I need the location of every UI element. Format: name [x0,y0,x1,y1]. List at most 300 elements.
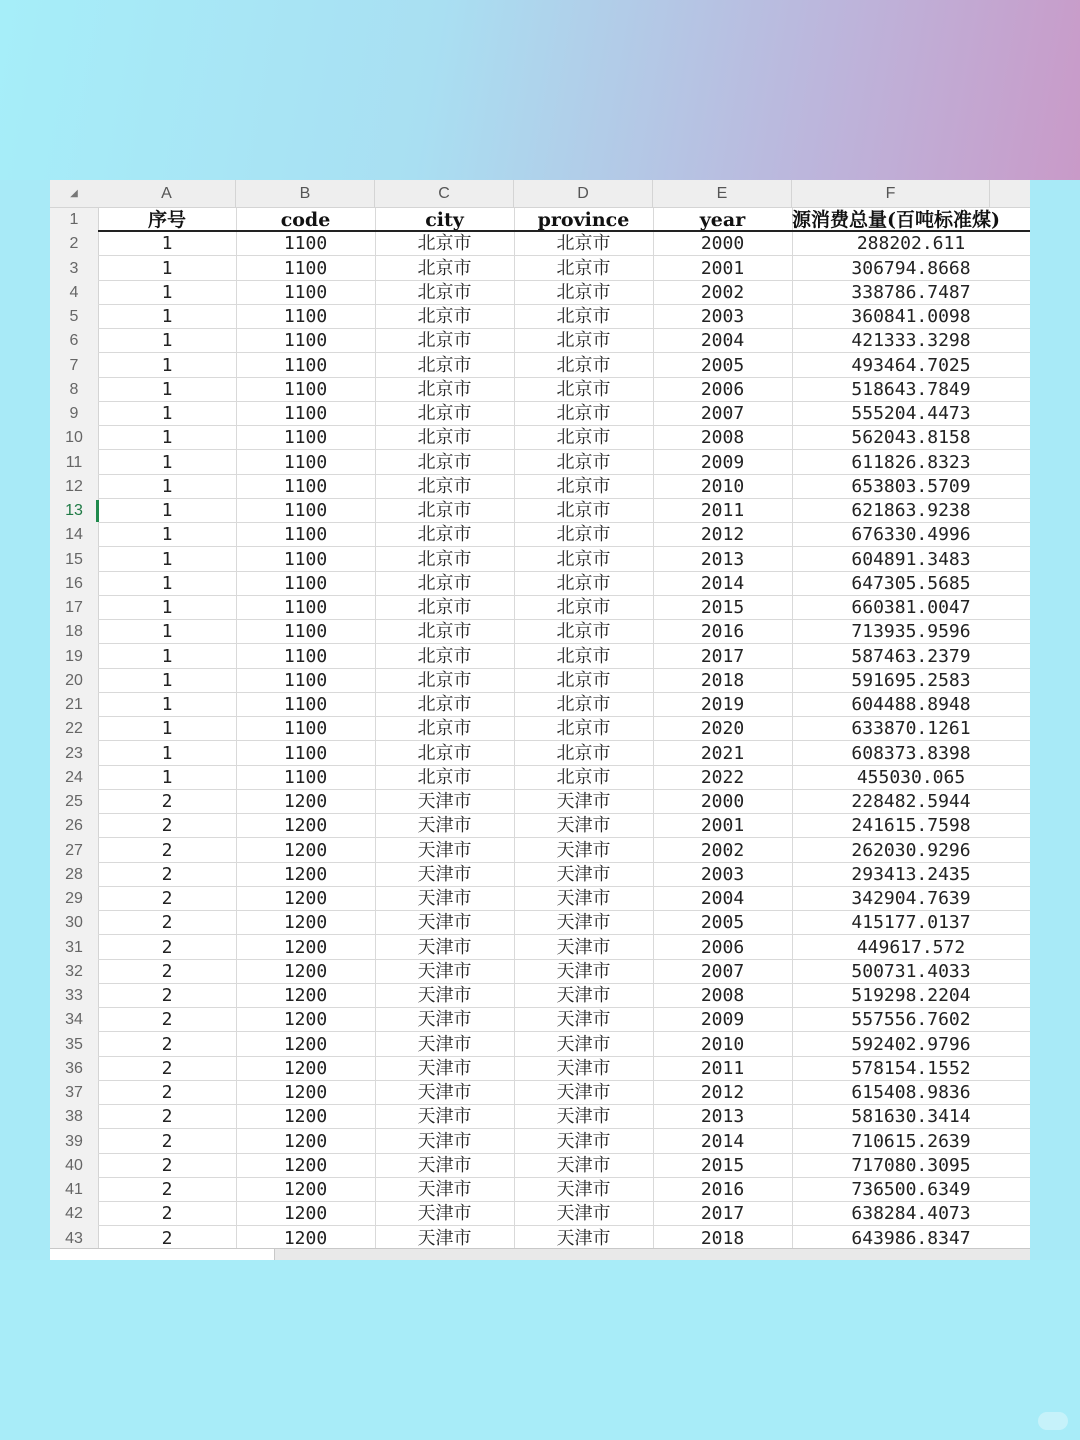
table-cell[interactable]: 北京市 [417,500,472,521]
table-cell[interactable]: 519298.2204 [851,985,971,1006]
table-cell[interactable]: 2014 [700,572,745,594]
table-cell[interactable]: 1200 [283,1179,328,1200]
table-cell[interactable]: 北京市 [556,306,611,327]
table-cell[interactable]: 2013 [700,548,745,570]
table-cell[interactable]: 北京市 [556,597,611,618]
table-cell[interactable]: 北京市 [417,257,472,279]
table-cell[interactable]: 天津市 [556,791,611,812]
table-cell[interactable]: 1 [161,597,173,618]
table-cell[interactable]: 1100 [283,281,328,303]
table-cell[interactable]: 2002 [700,281,745,303]
row-number[interactable]: 1 [69,211,79,228]
table-cell[interactable]: 1200 [283,1009,328,1031]
table-cell[interactable]: 2012 [700,524,745,546]
table-cell[interactable]: 2002 [700,839,745,861]
table-cell[interactable]: 2 [161,1179,173,1200]
row-number[interactable]: 33 [65,987,83,1004]
row-number[interactable]: 8 [69,380,79,398]
table-cell[interactable]: 天津市 [417,1154,472,1176]
table-cell[interactable]: 2019 [700,694,745,715]
table-cell[interactable]: 北京市 [556,766,611,788]
table-cell[interactable]: 天津市 [417,936,472,958]
table-cell[interactable]: 2009 [700,1009,745,1031]
table-cell[interactable]: 北京市 [556,718,611,740]
table-cell[interactable]: 710615.2639 [851,1130,971,1152]
row-number[interactable]: 11 [65,453,83,471]
row-number[interactable]: 22 [65,720,83,738]
table-cell[interactable]: 1 [161,766,173,788]
table-cell[interactable]: 北京市 [556,694,611,715]
table-cell[interactable]: 2010 [700,475,745,497]
table-cell[interactable]: 562043.8158 [851,427,971,449]
table-cell[interactable]: 北京市 [417,621,472,643]
table-cell[interactable]: 天津市 [556,1057,611,1079]
row-number[interactable]: 35 [65,1035,83,1053]
table-cell[interactable]: 天津市 [417,888,472,909]
row-number[interactable]: 21 [65,696,83,713]
table-cell[interactable]: 北京市 [556,233,611,255]
table-cell[interactable]: 676330.4996 [851,524,971,546]
table-cell[interactable]: 北京市 [556,500,611,521]
table-cell[interactable]: 2003 [700,306,745,327]
table-cell[interactable]: 2015 [700,1154,745,1176]
table-cell[interactable]: 2005 [700,912,745,934]
table-cell[interactable]: 1100 [283,427,328,449]
column-header-f[interactable]: F [792,180,990,207]
table-cell[interactable]: 643986.8347 [851,1227,971,1249]
table-cell[interactable]: 2 [161,960,173,982]
table-cell[interactable]: 天津市 [556,815,611,837]
table-cell[interactable]: 2005 [700,354,745,376]
row-number[interactable]: 40 [65,1156,83,1174]
table-cell[interactable]: 2 [161,1154,173,1176]
table-cell[interactable]: 北京市 [417,524,472,546]
row-number[interactable]: 3 [69,259,79,277]
select-all-corner[interactable]: ◢ [70,188,78,199]
table-cell[interactable]: 2017 [700,1203,745,1225]
column-title[interactable]: year [699,209,746,231]
table-cell[interactable]: 360841.0098 [851,306,971,327]
table-cell[interactable]: 1100 [283,718,328,740]
table-cell[interactable]: 天津市 [556,912,611,934]
table-cell[interactable]: 北京市 [417,766,472,788]
column-title[interactable]: 源消费总量(百吨标准煤) [792,209,1000,231]
table-cell[interactable]: 717080.3095 [851,1154,971,1176]
row-number[interactable]: 24 [65,768,83,786]
row-number[interactable]: 26 [65,817,83,835]
table-cell[interactable]: 2 [161,1057,173,1079]
table-cell[interactable]: 天津市 [417,1203,472,1225]
table-cell[interactable]: 1100 [283,766,328,788]
table-cell[interactable]: 1100 [283,742,328,764]
table-cell[interactable]: 北京市 [556,330,611,352]
table-cell[interactable]: 北京市 [556,451,611,473]
table-cell[interactable]: 天津市 [417,839,472,861]
table-cell[interactable]: 北京市 [417,548,472,570]
table-cell[interactable]: 1 [161,306,173,327]
table-cell[interactable]: 北京市 [417,354,472,376]
table-cell[interactable]: 天津市 [556,1009,611,1031]
table-cell[interactable]: 1200 [283,791,328,812]
table-cell[interactable]: 2018 [700,669,745,691]
row-number[interactable]: 5 [69,308,79,325]
table-cell[interactable]: 2016 [700,1179,745,1200]
table-cell[interactable]: 500731.4033 [851,960,971,982]
table-cell[interactable]: 2 [161,1106,173,1128]
table-cell[interactable]: 天津市 [417,791,472,812]
table-cell[interactable]: 518643.7849 [851,378,971,400]
table-cell[interactable]: 天津市 [556,985,611,1006]
table-cell[interactable]: 1 [161,281,173,303]
table-cell[interactable]: 1200 [283,960,328,982]
table-cell[interactable]: 2000 [700,791,745,812]
table-cell[interactable]: 1 [161,427,173,449]
table-cell[interactable]: 1100 [283,669,328,691]
table-cell[interactable]: 1 [161,403,173,424]
table-cell[interactable]: 1200 [283,912,328,934]
table-cell[interactable]: 天津市 [556,960,611,982]
table-cell[interactable]: 611826.8323 [851,451,971,473]
table-cell[interactable]: 2000 [700,233,745,255]
table-cell[interactable]: 1100 [283,621,328,643]
table-cell[interactable]: 2 [161,791,173,812]
table-cell[interactable]: 1 [161,257,173,279]
table-cell[interactable]: 2012 [700,1082,745,1103]
row-number[interactable]: 7 [69,356,79,374]
table-cell[interactable]: 天津市 [417,1009,472,1031]
table-cell[interactable]: 2 [161,1009,173,1031]
row-number[interactable]: 41 [65,1181,83,1198]
row-number[interactable]: 36 [65,1059,83,1077]
table-cell[interactable]: 2 [161,888,173,909]
table-cell[interactable]: 1200 [283,815,328,837]
row-number[interactable]: 32 [65,962,83,980]
table-cell[interactable]: 天津市 [417,960,472,982]
row-number[interactable]: 28 [65,865,83,883]
table-cell[interactable]: 北京市 [417,694,472,715]
table-cell[interactable]: 天津市 [556,1179,611,1200]
table-cell[interactable]: 2013 [700,1106,745,1128]
table-cell[interactable]: 1 [161,233,173,255]
table-cell[interactable]: 1100 [283,524,328,546]
table-cell[interactable]: 306794.8668 [851,257,971,279]
table-cell[interactable]: 1100 [283,451,328,473]
row-number[interactable]: 13 [65,502,83,519]
table-cell[interactable]: 228482.5944 [851,791,971,812]
table-cell[interactable]: 604488.8948 [851,694,971,715]
row-number[interactable]: 17 [65,599,83,616]
table-cell[interactable]: 2 [161,1130,173,1152]
column-header-e[interactable]: E [653,180,792,207]
table-cell[interactable]: 北京市 [556,645,611,667]
table-cell[interactable]: 604891.3483 [851,548,971,570]
table-cell[interactable]: 1 [161,548,173,570]
table-cell[interactable]: 2014 [700,1130,745,1152]
table-cell[interactable]: 1200 [283,1057,328,1079]
table-cell[interactable]: 天津市 [417,1106,472,1128]
table-cell[interactable]: 1 [161,500,173,521]
table-cell[interactable]: 北京市 [417,451,472,473]
row-number[interactable]: 12 [65,477,83,495]
table-cell[interactable]: 2004 [700,330,745,352]
table-cell[interactable]: 天津市 [556,888,611,909]
table-cell[interactable]: 1200 [283,1130,328,1152]
table-cell[interactable]: 天津市 [417,985,472,1006]
table-cell[interactable]: 1100 [283,694,328,715]
table-cell[interactable]: 1100 [283,306,328,327]
table-cell[interactable]: 2010 [700,1033,745,1055]
table-cell[interactable]: 2 [161,912,173,934]
table-cell[interactable]: 338786.7487 [851,281,971,303]
table-cell[interactable]: 2001 [700,815,745,837]
table-cell[interactable]: 北京市 [417,403,472,424]
row-number[interactable]: 4 [69,283,79,301]
table-cell[interactable]: 北京市 [556,548,611,570]
sheet-tab[interactable] [50,1249,189,1260]
table-cell[interactable]: 2 [161,839,173,861]
table-cell[interactable]: 1200 [283,985,328,1006]
table-cell[interactable]: 653803.5709 [851,475,971,497]
table-cell[interactable]: 2022 [700,766,745,788]
table-cell[interactable]: 342904.7639 [851,888,971,909]
table-cell[interactable]: 天津市 [556,1033,611,1055]
table-cell[interactable]: 2 [161,936,173,958]
table-cell[interactable]: 北京市 [417,330,472,352]
table-cell[interactable]: 1 [161,742,173,764]
table-cell[interactable]: 1200 [283,1033,328,1055]
table-cell[interactable]: 660381.0047 [851,597,971,618]
column-header-a[interactable]: A [98,180,236,207]
table-cell[interactable]: 北京市 [417,281,472,303]
table-cell[interactable]: 北京市 [417,306,472,327]
column-title[interactable]: city [425,209,464,231]
table-cell[interactable]: 591695.2583 [851,669,971,691]
table-cell[interactable]: 415177.0137 [851,912,971,934]
table-cell[interactable]: 1100 [283,257,328,279]
row-number[interactable]: 25 [65,793,83,810]
table-cell[interactable]: 2015 [700,597,745,618]
table-cell[interactable]: 713935.9596 [851,621,971,643]
table-cell[interactable]: 北京市 [556,257,611,279]
table-cell[interactable]: 1200 [283,888,328,909]
table-cell[interactable]: 2009 [700,451,745,473]
table-cell[interactable]: 北京市 [556,669,611,691]
table-cell[interactable]: 1 [161,572,173,594]
table-cell[interactable]: 天津市 [556,1106,611,1128]
table-cell[interactable]: 北京市 [556,475,611,497]
row-number[interactable]: 30 [65,914,83,932]
table-cell[interactable]: 北京市 [417,427,472,449]
table-cell[interactable]: 北京市 [417,233,472,255]
table-cell[interactable]: 北京市 [417,378,472,400]
table-cell[interactable]: 1 [161,645,173,667]
table-cell[interactable]: 1100 [283,475,328,497]
table-cell[interactable]: 1 [161,718,173,740]
table-cell[interactable]: 1100 [283,572,328,594]
table-cell[interactable]: 633870.1261 [851,718,971,740]
column-header-d[interactable]: D [514,180,653,207]
table-cell[interactable]: 北京市 [556,354,611,376]
table-cell[interactable]: 2011 [700,500,745,521]
table-cell[interactable]: 2008 [700,985,745,1006]
table-cell[interactable]: 北京市 [556,742,611,764]
table-cell[interactable]: 1 [161,669,173,691]
row-number[interactable]: 10 [65,429,83,447]
row-number[interactable]: 23 [65,744,83,762]
table-cell[interactable]: 北京市 [556,524,611,546]
column-title[interactable]: code [280,209,331,231]
row-number[interactable]: 9 [69,405,79,422]
table-cell[interactable]: 647305.5685 [851,572,971,594]
table-cell[interactable]: 288202.611 [856,233,966,255]
table-cell[interactable]: 1100 [283,378,328,400]
table-cell[interactable]: 天津市 [556,839,611,861]
row-number[interactable]: 18 [65,623,83,641]
row-number[interactable]: 43 [65,1229,83,1247]
table-cell[interactable]: 1 [161,330,173,352]
row-number[interactable]: 31 [65,938,83,956]
row-number[interactable]: 29 [65,890,83,907]
table-cell[interactable]: 北京市 [417,669,472,691]
table-cell[interactable]: 天津市 [556,1227,611,1249]
table-cell[interactable]: 493464.7025 [851,354,971,376]
table-cell[interactable]: 天津市 [417,1130,472,1152]
table-cell[interactable]: 608373.8398 [851,742,971,764]
table-cell[interactable]: 1 [161,694,173,715]
table-cell[interactable]: 北京市 [556,621,611,643]
row-number[interactable]: 15 [65,550,83,568]
table-cell[interactable]: 2006 [700,378,745,400]
table-cell[interactable]: 1100 [283,403,328,424]
table-cell[interactable]: 557556.7602 [851,1009,971,1031]
table-cell[interactable]: 2007 [700,960,745,982]
table-cell[interactable]: 1200 [283,1203,328,1225]
row-number[interactable]: 16 [65,574,83,592]
table-cell[interactable]: 615408.9836 [851,1082,971,1103]
table-cell[interactable]: 587463.2379 [851,645,971,667]
table-cell[interactable]: 北京市 [417,742,472,764]
table-cell[interactable]: 2020 [700,718,745,740]
row-number[interactable]: 27 [65,841,83,859]
table-cell[interactable]: 555204.4473 [851,403,971,424]
table-cell[interactable]: 北京市 [556,427,611,449]
table-cell[interactable]: 2 [161,863,173,885]
row-number[interactable]: 20 [65,671,83,689]
table-cell[interactable]: 天津市 [417,912,472,934]
table-cell[interactable]: 天津市 [417,1179,472,1200]
table-cell[interactable]: 2018 [700,1227,745,1249]
row-number[interactable]: 34 [65,1011,83,1029]
table-cell[interactable]: 1100 [283,354,328,376]
table-cell[interactable]: 1 [161,354,173,376]
table-cell[interactable]: 1200 [283,839,328,861]
table-cell[interactable]: 1100 [283,233,328,255]
table-cell[interactable]: 581630.3414 [851,1106,971,1128]
table-cell[interactable]: 1100 [283,597,328,618]
table-cell[interactable]: 421333.3298 [851,330,971,352]
table-cell[interactable]: 1100 [283,548,328,570]
table-cell[interactable]: 2 [161,1082,173,1103]
table-cell[interactable]: 736500.6349 [851,1179,971,1200]
table-cell[interactable]: 241615.7598 [851,815,971,837]
table-cell[interactable]: 1 [161,378,173,400]
table-cell[interactable]: 1200 [283,1154,328,1176]
table-cell[interactable]: 2 [161,1203,173,1225]
table-cell[interactable]: 北京市 [556,403,611,424]
table-cell[interactable]: 592402.9796 [851,1033,971,1055]
table-cell[interactable]: 2001 [700,257,745,279]
table-cell[interactable]: 北京市 [556,572,611,594]
table-cell[interactable]: 2008 [700,427,745,449]
table-cell[interactable]: 北京市 [417,475,472,497]
table-cell[interactable]: 1100 [283,645,328,667]
table-cell[interactable]: 1100 [283,500,328,521]
table-cell[interactable]: 638284.4073 [851,1203,971,1225]
row-number[interactable]: 19 [65,647,83,665]
table-cell[interactable]: 2 [161,815,173,837]
table-cell[interactable]: 天津市 [556,1203,611,1225]
table-cell[interactable]: 2006 [700,936,745,958]
table-cell[interactable]: 天津市 [417,863,472,885]
table-cell[interactable]: 2016 [700,621,745,643]
table-cell[interactable]: 1 [161,524,173,546]
row-number[interactable]: 2 [69,235,79,253]
column-header-b[interactable]: B [236,180,375,207]
table-cell[interactable]: 262030.9296 [851,839,971,861]
table-cell[interactable]: 2 [161,1227,173,1249]
table-cell[interactable]: 北京市 [417,572,472,594]
table-cell[interactable]: 2 [161,1033,173,1055]
table-cell[interactable]: 天津市 [556,1082,611,1103]
row-number[interactable]: 39 [65,1132,83,1150]
table-cell[interactable]: 1 [161,451,173,473]
table-cell[interactable]: 天津市 [556,1130,611,1152]
table-cell[interactable]: 2 [161,985,173,1006]
table-cell[interactable]: 1200 [283,936,328,958]
column-header-c[interactable]: C [375,180,514,207]
row-number[interactable]: 14 [65,526,83,544]
table-cell[interactable]: 2007 [700,403,745,424]
row-number[interactable]: 37 [65,1084,83,1101]
table-cell[interactable]: 天津市 [417,815,472,837]
table-cell[interactable]: 北京市 [556,281,611,303]
table-cell[interactable]: 293413.2435 [851,863,971,885]
table-cell[interactable]: 2011 [700,1057,745,1079]
table-cell[interactable]: 2021 [700,742,745,764]
table-cell[interactable]: 1 [161,621,173,643]
table-cell[interactable]: 天津市 [556,1154,611,1176]
table-cell[interactable]: 1200 [283,1106,328,1128]
table-cell[interactable]: 北京市 [556,378,611,400]
table-cell[interactable]: 天津市 [417,1082,472,1103]
sheet-tab-active[interactable] [188,1249,275,1260]
table-cell[interactable]: 1200 [283,1082,328,1103]
table-cell[interactable]: 天津市 [556,936,611,958]
table-cell[interactable]: 北京市 [417,718,472,740]
column-title[interactable]: province [537,209,630,231]
table-cell[interactable]: 1 [161,475,173,497]
row-number[interactable]: 42 [65,1205,83,1223]
table-cell[interactable]: 621863.9238 [851,500,971,521]
row-number[interactable]: 38 [65,1108,83,1126]
table-cell[interactable]: 449617.572 [856,936,966,958]
row-number[interactable]: 6 [69,332,79,350]
table-cell[interactable]: 578154.1552 [851,1057,971,1079]
table-cell[interactable]: 北京市 [417,645,472,667]
column-title[interactable]: 序号 [147,209,186,231]
table-cell[interactable]: 2017 [700,645,745,667]
table-cell[interactable]: 北京市 [417,597,472,618]
